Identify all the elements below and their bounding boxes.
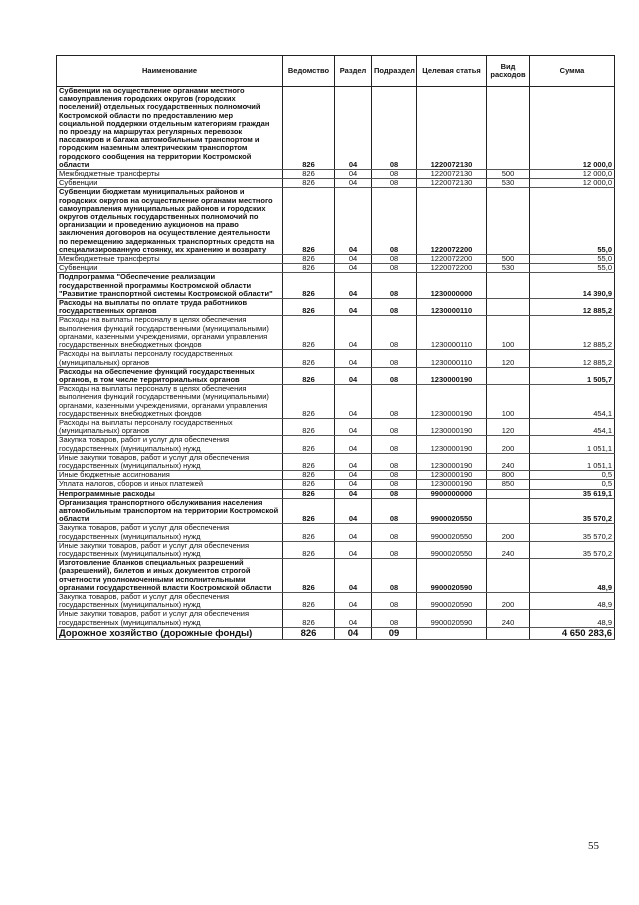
- row-name: Расходы на выплаты персоналу государственных (муниципальных) органов: [57, 350, 283, 367]
- row-name: Расходы на выплаты по оплате труда работников государственных органов: [57, 299, 283, 316]
- row-section: 04: [335, 471, 372, 480]
- table-row: [57, 524, 615, 541]
- row-sum: 55,0: [530, 264, 615, 273]
- row-sum: 4 650 283,6: [530, 627, 615, 639]
- row-dept: 826: [283, 489, 335, 498]
- row-target: 1230000190: [417, 453, 487, 470]
- row-target: 1230000190: [417, 480, 487, 489]
- row-target: 1220072130: [417, 179, 487, 188]
- row-name: Межбюджетные трансферты: [57, 255, 283, 264]
- row-section: 04: [335, 385, 372, 419]
- row-sum: 454,1: [530, 418, 615, 435]
- row-subsection: 08: [372, 610, 417, 627]
- row-dept: 826: [283, 273, 335, 299]
- row-section: 04: [335, 541, 372, 558]
- row-sum: 35 570,2: [530, 498, 615, 524]
- table-row: [57, 87, 615, 170]
- row-name: Организация транспортного обслуживания населения автомобильным транспортом на территории Костромской области: [57, 498, 283, 524]
- row-name: Расходы на выплаты персоналу государственных (муниципальных) органов: [57, 418, 283, 435]
- table-row: [57, 610, 615, 627]
- row-sum: 1 051,1: [530, 436, 615, 453]
- row-name: Закупка товаров, работ и услуг для обеспечения государственных (муниципальных) нужд: [57, 436, 283, 453]
- row-section: 04: [335, 489, 372, 498]
- row-exptype: [487, 627, 530, 639]
- row-name: Подпрограмма "Обеспечение реализации государственной программы Костромской области "Развитие транспортной системы Костромской области": [57, 273, 283, 299]
- row-target: 1220072200: [417, 188, 487, 255]
- row-dept: 826: [283, 299, 335, 316]
- row-section: 04: [335, 610, 372, 627]
- table-row: [57, 255, 615, 264]
- row-name: Межбюджетные трансферты: [57, 170, 283, 179]
- row-dept: 826: [283, 170, 335, 179]
- row-section: 04: [335, 255, 372, 264]
- row-exptype: 100: [487, 316, 530, 350]
- table-row: [57, 299, 615, 316]
- table-row: [57, 559, 615, 593]
- row-target: 1220072200: [417, 255, 487, 264]
- row-dept: 826: [283, 188, 335, 255]
- row-name: Расходы на выплаты персоналу в целях обеспечения выполнения функций государственными (муниципальными) органами, казенными учреждениями, органами управления государственных внебюджетных фондов: [57, 385, 283, 419]
- row-subsection: 08: [372, 498, 417, 524]
- row-dept: 826: [283, 350, 335, 367]
- row-subsection: 08: [372, 367, 417, 384]
- row-sum: 12 885,2: [530, 316, 615, 350]
- row-sum: 48,9: [530, 592, 615, 609]
- row-section: 04: [335, 627, 372, 639]
- table-row: [57, 350, 615, 367]
- table-row: [57, 627, 615, 639]
- row-section: 04: [335, 350, 372, 367]
- row-subsection: 08: [372, 592, 417, 609]
- row-target: [417, 627, 487, 639]
- table-row: [57, 367, 615, 384]
- row-target: 1230000190: [417, 436, 487, 453]
- row-exptype: 200: [487, 436, 530, 453]
- row-target: 1230000190: [417, 471, 487, 480]
- row-target: 9900020590: [417, 559, 487, 593]
- row-exptype: 850: [487, 480, 530, 489]
- row-exptype: 240: [487, 541, 530, 558]
- row-section: 04: [335, 592, 372, 609]
- row-sum: 1 505,7: [530, 367, 615, 384]
- row-subsection: 08: [372, 350, 417, 367]
- row-exptype: 200: [487, 524, 530, 541]
- row-target: 9900000000: [417, 489, 487, 498]
- row-dept: 826: [283, 498, 335, 524]
- row-sum: 48,9: [530, 559, 615, 593]
- table-row: [57, 316, 615, 350]
- row-subsection: 08: [372, 299, 417, 316]
- row-name: Иные бюджетные ассигнования: [57, 471, 283, 480]
- row-section: 04: [335, 524, 372, 541]
- row-sum: 454,1: [530, 385, 615, 419]
- table-row: [57, 480, 615, 489]
- row-target: 1230000190: [417, 385, 487, 419]
- row-target: 9900020550: [417, 498, 487, 524]
- row-dept: 826: [283, 592, 335, 609]
- budget-table: [56, 55, 615, 640]
- row-target: 1230000110: [417, 299, 487, 316]
- table-row: [57, 418, 615, 435]
- row-exptype: 500: [487, 170, 530, 179]
- row-exptype: [487, 559, 530, 593]
- table-row: [57, 436, 615, 453]
- row-subsection: 08: [372, 559, 417, 593]
- row-name: Иные закупки товаров, работ и услуг для обеспечения государственных (муниципальных) нужд: [57, 541, 283, 558]
- row-subsection: 08: [372, 316, 417, 350]
- row-section: 04: [335, 418, 372, 435]
- row-subsection: 08: [372, 188, 417, 255]
- row-dept: 826: [283, 179, 335, 188]
- row-sum: 35 619,1: [530, 489, 615, 498]
- row-target: 1230000190: [417, 367, 487, 384]
- row-subsection: 08: [372, 385, 417, 419]
- row-subsection: 08: [372, 87, 417, 170]
- table-header: [57, 56, 615, 87]
- table-body: [57, 87, 615, 640]
- row-sum: 55,0: [530, 188, 615, 255]
- row-sum: 12 000,0: [530, 179, 615, 188]
- row-exptype: 530: [487, 264, 530, 273]
- row-subsection: 08: [372, 418, 417, 435]
- row-exptype: 530: [487, 179, 530, 188]
- table-row: [57, 498, 615, 524]
- row-name: Закупка товаров, работ и услуг для обеспечения государственных (муниципальных) нужд: [57, 592, 283, 609]
- header-exptype: Вид расходов: [487, 56, 530, 87]
- row-section: 04: [335, 367, 372, 384]
- row-name: Субвенции: [57, 179, 283, 188]
- row-name: Иные закупки товаров, работ и услуг для обеспечения государственных (муниципальных) нужд: [57, 610, 283, 627]
- row-sum: 35 570,2: [530, 541, 615, 558]
- row-section: 04: [335, 453, 372, 470]
- header-target: Целевая статья: [417, 56, 487, 87]
- row-section: 04: [335, 179, 372, 188]
- row-dept: 826: [283, 453, 335, 470]
- row-sum: 48,9: [530, 610, 615, 627]
- row-name: Субвенции: [57, 264, 283, 273]
- row-name: Изготовление бланков специальных разрешений (разрешений), билетов и иных документов строгой отчетности уполномоченными исполнительными органами государственной власти Костромской области: [57, 559, 283, 593]
- row-sum: 12 000,0: [530, 87, 615, 170]
- row-sum: 35 570,2: [530, 524, 615, 541]
- row-target: 1220072130: [417, 87, 487, 170]
- row-name: Непрограммные расходы: [57, 489, 283, 498]
- header-dept: Ведомство: [283, 56, 335, 87]
- row-target: 1230000110: [417, 350, 487, 367]
- row-sum: 55,0: [530, 255, 615, 264]
- row-dept: 826: [283, 385, 335, 419]
- row-section: 04: [335, 480, 372, 489]
- row-subsection: 09: [372, 627, 417, 639]
- header-section: Раздел: [335, 56, 372, 87]
- row-subsection: 08: [372, 170, 417, 179]
- row-section: 04: [335, 273, 372, 299]
- table-row: [57, 170, 615, 179]
- page-number: 55: [588, 840, 599, 852]
- table-row: [57, 264, 615, 273]
- row-exptype: [487, 87, 530, 170]
- row-section: 04: [335, 188, 372, 255]
- row-exptype: 200: [487, 592, 530, 609]
- row-dept: 826: [283, 627, 335, 639]
- row-dept: 826: [283, 436, 335, 453]
- row-dept: 826: [283, 255, 335, 264]
- row-subsection: 08: [372, 489, 417, 498]
- table-row: [57, 471, 615, 480]
- row-target: 1220072200: [417, 264, 487, 273]
- row-sum: 14 390,9: [530, 273, 615, 299]
- row-target: 9900020550: [417, 524, 487, 541]
- row-exptype: 800: [487, 471, 530, 480]
- row-target: 9900020590: [417, 610, 487, 627]
- header-name: Наименование: [57, 56, 283, 87]
- row-target: 1220072130: [417, 170, 487, 179]
- table-row: [57, 273, 615, 299]
- row-dept: 826: [283, 316, 335, 350]
- row-dept: 826: [283, 480, 335, 489]
- header-subsection: Подраздел: [372, 56, 417, 87]
- row-name: Субвенции на осуществление органами местного самоуправления городских округов (городских поселений) отдельных государственных полномочий Костромской области по предоставлению мер социальной поддержки отдельным категориям граждан по проезду на маршрутах регулярных перевозок пассажиров и багажа автомобильным транспортом и городским наземным электрическим транспортом городского сообщения на территории Костромской области: [57, 87, 283, 170]
- row-name: Уплата налогов, сборов и иных платежей: [57, 480, 283, 489]
- row-sum: 1 051,1: [530, 453, 615, 470]
- row-target: 1230000110: [417, 316, 487, 350]
- row-target: 9900020590: [417, 592, 487, 609]
- row-dept: 826: [283, 541, 335, 558]
- row-dept: 826: [283, 87, 335, 170]
- row-subsection: 08: [372, 524, 417, 541]
- row-name: Расходы на выплаты персоналу в целях обеспечения выполнения функций государственными (муниципальными) органами, казенными учреждениями, органами управления государственных внебюджетных фондов: [57, 316, 283, 350]
- row-exptype: [487, 498, 530, 524]
- row-exptype: 120: [487, 418, 530, 435]
- row-section: 04: [335, 436, 372, 453]
- row-exptype: [487, 489, 530, 498]
- row-subsection: 08: [372, 471, 417, 480]
- row-exptype: 500: [487, 255, 530, 264]
- row-name: Иные закупки товаров, работ и услуг для обеспечения государственных (муниципальных) нужд: [57, 453, 283, 470]
- row-section: 04: [335, 264, 372, 273]
- row-exptype: 120: [487, 350, 530, 367]
- row-exptype: [487, 188, 530, 255]
- row-exptype: [487, 273, 530, 299]
- row-sum: 12 885,2: [530, 350, 615, 367]
- table-row: [57, 592, 615, 609]
- row-exptype: 240: [487, 610, 530, 627]
- row-dept: 826: [283, 367, 335, 384]
- table-row: [57, 179, 615, 188]
- table-row: [57, 541, 615, 558]
- table-row: [57, 489, 615, 498]
- row-target: 1230000190: [417, 418, 487, 435]
- row-subsection: 08: [372, 264, 417, 273]
- row-name: Закупка товаров, работ и услуг для обеспечения государственных (муниципальных) нужд: [57, 524, 283, 541]
- row-subsection: 08: [372, 273, 417, 299]
- row-name: Дорожное хозяйство (дорожные фонды): [57, 627, 283, 639]
- row-section: 04: [335, 299, 372, 316]
- row-exptype: 100: [487, 385, 530, 419]
- row-exptype: [487, 367, 530, 384]
- row-section: 04: [335, 498, 372, 524]
- row-dept: 826: [283, 418, 335, 435]
- row-exptype: [487, 299, 530, 316]
- row-sum: 0,5: [530, 480, 615, 489]
- row-exptype: 240: [487, 453, 530, 470]
- table-row: [57, 385, 615, 419]
- row-target: 1230000000: [417, 273, 487, 299]
- row-subsection: 08: [372, 436, 417, 453]
- header-sum: Сумма: [530, 56, 615, 87]
- row-section: 04: [335, 316, 372, 350]
- row-dept: 826: [283, 524, 335, 541]
- row-dept: 826: [283, 471, 335, 480]
- row-sum: 0,5: [530, 471, 615, 480]
- row-subsection: 08: [372, 541, 417, 558]
- row-section: 04: [335, 87, 372, 170]
- row-subsection: 08: [372, 480, 417, 489]
- table-row: [57, 453, 615, 470]
- table-row: [57, 188, 615, 255]
- row-name: Расходы на обеспечение функций государственных органов, в том числе территориальных органов: [57, 367, 283, 384]
- row-dept: 826: [283, 610, 335, 627]
- row-subsection: 08: [372, 255, 417, 264]
- row-section: 04: [335, 170, 372, 179]
- row-sum: 12 885,2: [530, 299, 615, 316]
- row-subsection: 08: [372, 179, 417, 188]
- row-sum: 12 000,0: [530, 170, 615, 179]
- row-target: 9900020550: [417, 541, 487, 558]
- row-dept: 826: [283, 559, 335, 593]
- row-name: Субвенции бюджетам муниципальных районов и городских округов на осуществление органами местного самоуправления муниципальных районов и городских округов отдельных государственных полномочий по организации и проведению аукционов на право заключения договоров на осуществление деятельности по перемещению задержанных транспортных средств на специализированную стоянку, их хранению и возврату: [57, 188, 283, 255]
- row-section: 04: [335, 559, 372, 593]
- row-subsection: 08: [372, 453, 417, 470]
- row-dept: 826: [283, 264, 335, 273]
